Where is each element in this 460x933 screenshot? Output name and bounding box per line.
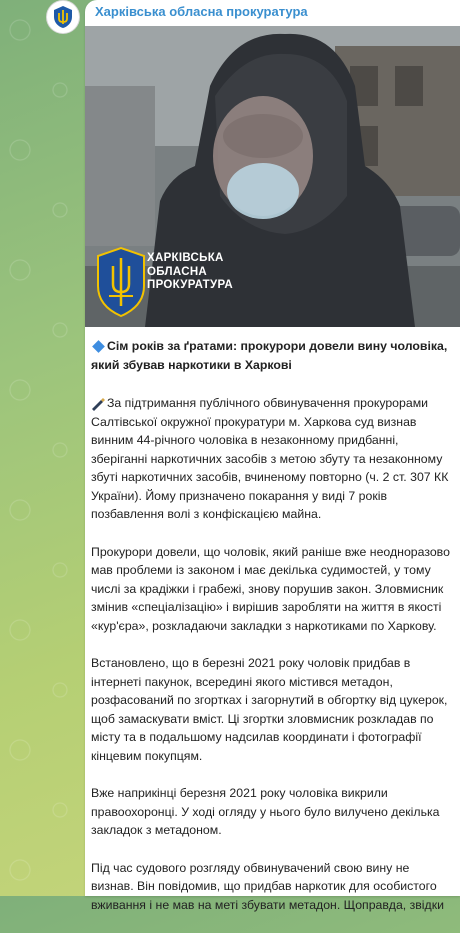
diamond-icon (92, 340, 105, 353)
trident-emblem-icon (51, 4, 75, 30)
channel-avatar[interactable] (46, 0, 80, 34)
prosecutor-logo-emblem (98, 248, 144, 316)
post-headline: Сім років за ґратами: прокурори довели вину чоловіка, який збував наркотики в Харкові (91, 339, 448, 372)
post-text (91, 337, 453, 933)
pen-icon (91, 398, 105, 410)
post-paragraph-2: Прокурори довели, що чоловік, який раніше вже неодноразово мав проблеми із законом і має декілька судимостей, у тому числі за крадіжки і грабежі, знову порушив закон. Зловмисник змінив «спеціалізацію» і вирішив заробляти на життя в якості «кур'єра», розкладаючи закладки з наркотиками по Харкову. (91, 544, 450, 633)
post-paragraph-5: Під час судового розгляду обвинувачений свою вину не визнав. Він повідомив, що придбав наркотик для особистого вживання і не мав на меті збувати метадон. Щоправда, звідки (91, 860, 444, 912)
photo-logo-text: ХАРКІВСЬКА ОБЛАСНА ПРОКУРАТУРА (147, 252, 234, 291)
channel-post-bubble (85, 0, 460, 912)
post-paragraph-3: Встановлено, що в березні 2021 року чоловік придбав в інтернеті пакунок, всередині якого містився метадон, розфасований по згортках і загорнутий в обгортку від цукерок, щоб замаскувати вміст. Ці згортки зловмисник розкладав по місту та в подальшому надсилав координати і фотографії кінцевим покупцям. (91, 656, 448, 763)
post-paragraph-1: За підтримання публічного обвинувачення прокурорами Салтівської окружної прокуратури м. Харкова суд визнав винним 44-річного чоловіка в незаконному придбанні, зберіганні наркотичних засобів з метою збуту та незаконному збуті наркотичних засобів, вчиненому повторно (ч. 2 ст. 307 КК України). Йому призначено покарання у виді 7 років позбавлення волі з конфіскацією майна. (91, 396, 449, 521)
post-paragraph-4: Вже наприкінці березня 2021 року чоловіка викрили правоохоронці. У ході огляду у нього було вилучено декілька закладок з метадоном. (91, 786, 440, 837)
channel-name-link[interactable]: Харківська обласна прокуратура (95, 4, 308, 19)
post-photo[interactable] (85, 26, 460, 327)
